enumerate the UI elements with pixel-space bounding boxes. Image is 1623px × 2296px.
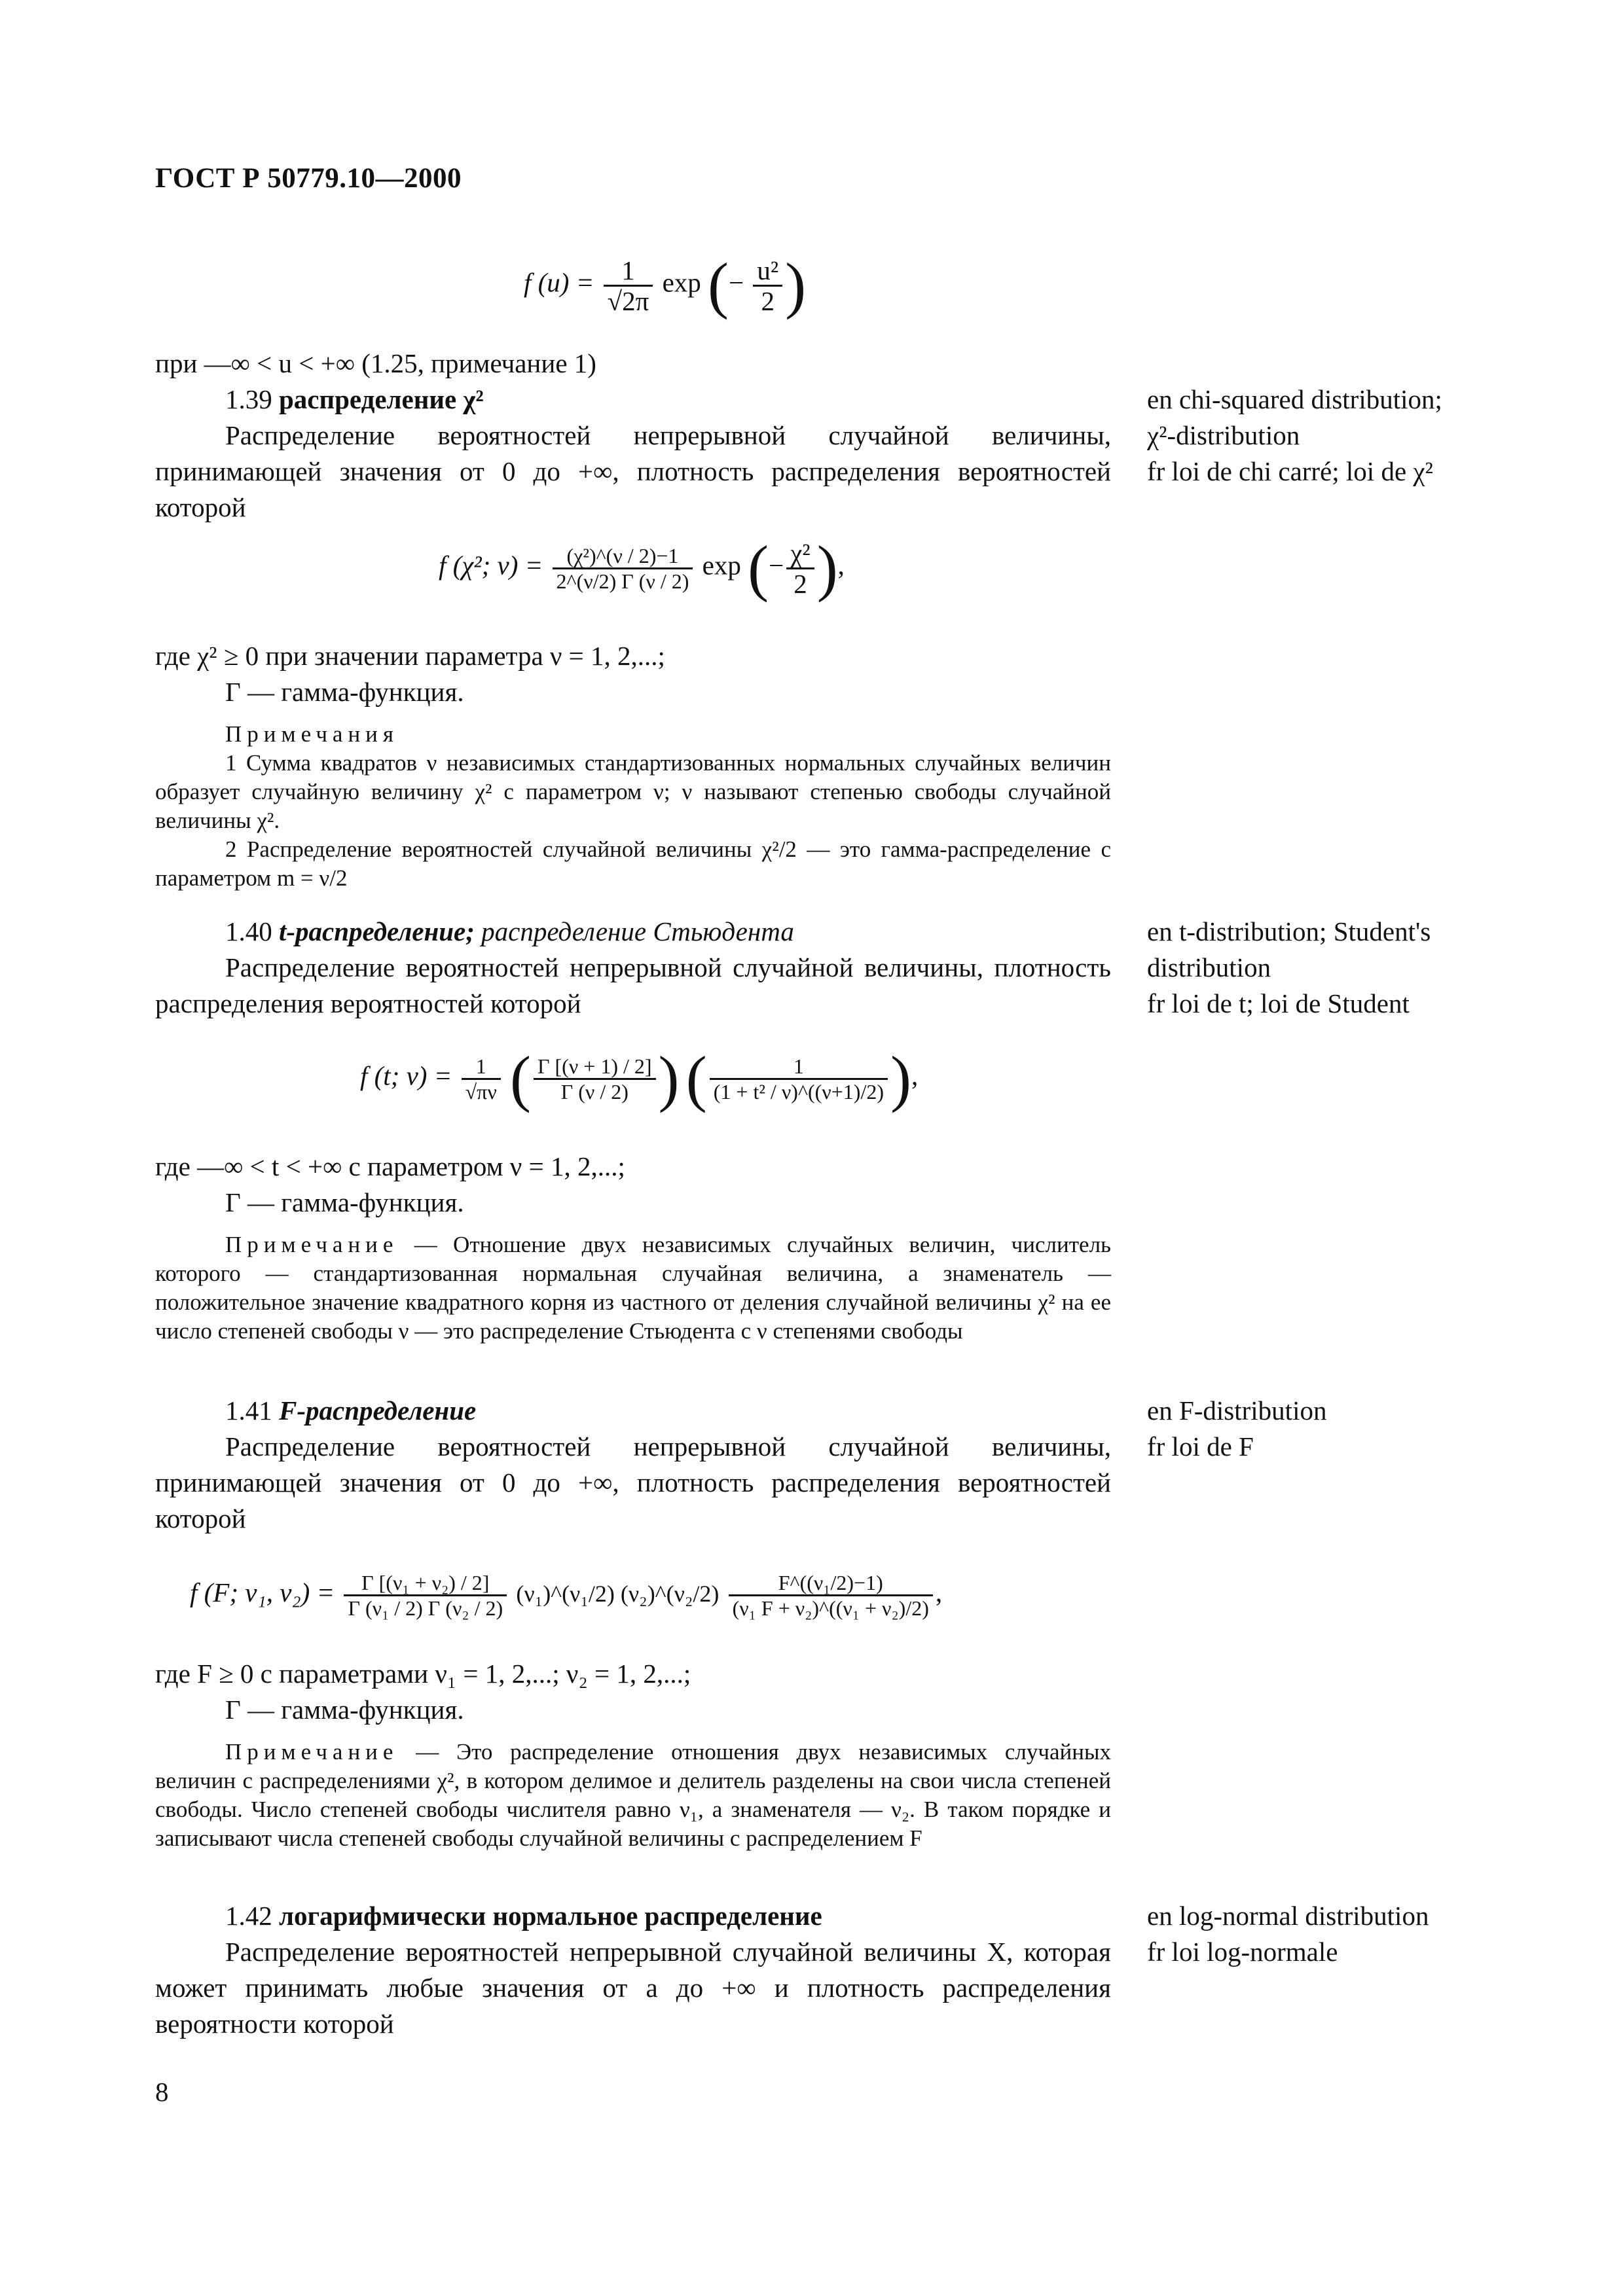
section-1-39-where: где χ² ≥ 0 при значении параметра ν = 1, 2,...; bbox=[155, 641, 665, 671]
fraction-numerator: 1 bbox=[604, 256, 653, 287]
note-text: — Отношение двух независимых случайных величин, числитель которого — стандартизованная нормальная случайная величина, а знаменатель — положительное значение квадратного корня из частного от деления случайной величины χ² на ее число степеней свободы ν — это распределение Стьюдента с ν степенями свободы bbox=[155, 1232, 1111, 1344]
fraction-numerator: χ² bbox=[786, 539, 814, 569]
section-title: F-распределение bbox=[279, 1395, 477, 1426]
formula-inner-fraction bbox=[786, 539, 814, 598]
section-1-39-gamma: Γ — гамма-функция. bbox=[225, 677, 464, 707]
fraction-denominator: √2π bbox=[607, 285, 649, 316]
section-1-41-definition: Распределение вероятностей непрерывной случайной величины, принимающей значения от 0 до +∞, плотность распределения вероятностей которой bbox=[155, 1431, 1111, 1534]
notes-label bbox=[155, 720, 1111, 749]
fraction-numerator: u² bbox=[753, 256, 782, 287]
formula-fraction bbox=[553, 544, 693, 593]
fraction-numerator: 1 bbox=[462, 1054, 501, 1080]
english-term: en chi-squared distribution; bbox=[1147, 384, 1442, 414]
section-number: 1.42 bbox=[225, 1901, 272, 1931]
fraction-numerator: Γ [(ν + 1) / 2] bbox=[534, 1054, 656, 1080]
french-term: fr loi de F bbox=[1147, 1431, 1254, 1462]
exp-symbol: exp bbox=[702, 550, 741, 581]
section-1-41-gamma: Γ — гамма-функция. bbox=[225, 1695, 464, 1725]
note-text: — Это распределение отношения двух независимых случайных величин с распределениями χ², в котором делимое и делитель разделены на свои числа степеней свободы. Число степеней свободы числителя равно ν₁, а знаменателя — ν₂. В таком порядке и записывают числа степеней свободы случайной величины с распределением F bbox=[155, 1739, 1111, 1851]
english-term-alt: χ²-distribution bbox=[1147, 420, 1300, 450]
section-1-40-where: где —∞ < t < +∞ с параметром ν = 1, 2,...; bbox=[155, 1151, 625, 1181]
note-label: Примечание bbox=[225, 1232, 399, 1257]
section-1-42-definition: Распределение вероятностей непрерывной случайной величины X, которая может принимать любые значения от a до +∞ и плотность распределения вероятности которой bbox=[155, 1937, 1111, 2039]
formula-middle-term: (ν₁)^(ν₁/2) (ν₂)^(ν₂/2) bbox=[516, 1580, 720, 1607]
english-term: en t-distribution; Student's distribution bbox=[1147, 916, 1431, 982]
formula-fraction-2 bbox=[729, 1571, 933, 1620]
formula-lhs: f (t; ν) = bbox=[360, 1060, 452, 1091]
page-number: 8 bbox=[155, 2077, 169, 2107]
french-term: fr loi de t; loi de Student bbox=[1147, 988, 1410, 1018]
formula-fraction-1 bbox=[344, 1571, 507, 1620]
exp-symbol: exp bbox=[662, 267, 701, 298]
section-1-39-definition: Распределение вероятностей непрерывной случайной величины, принимающей значения от 0 до +∞, плотность распределения вероятностей которой bbox=[155, 420, 1111, 522]
fraction-denominator: Γ (ν / 2) bbox=[560, 1079, 629, 1103]
fraction-denominator: √πν bbox=[465, 1079, 497, 1103]
section-1-41-translations bbox=[1147, 1393, 1487, 1465]
formula-comma: , bbox=[837, 550, 845, 581]
fraction-numerator: (χ²)^(ν / 2)−1 bbox=[553, 544, 693, 569]
section-number: 1.40 bbox=[225, 916, 272, 946]
formula-lhs: f (F; ν₁, ν₂) = bbox=[190, 1577, 335, 1607]
fraction-denominator: 2 bbox=[793, 568, 807, 599]
formula-fraction-1 bbox=[462, 1054, 501, 1103]
french-term: fr loi de chi carré; loi de χ² bbox=[1147, 456, 1433, 486]
section-1-39-translations bbox=[1147, 382, 1487, 490]
formula-lhs: f (u) = bbox=[524, 267, 594, 298]
section-1-41-where: где F ≥ 0 с параметрами ν₁ = 1, 2,...; ν₂ = 1, 2,...; bbox=[155, 1659, 691, 1689]
formula-student-t: f (t; ν) = $\frac{1}{√\pi\nu}$ ( $\frac{\Gamma [(\nu + 1) / 2]}{\Gamma (\nu / 2)}$ ) ( $\frac{1}{\text{(1 + t² / ν)\textasciicircum{}((ν+1)/2)}}$ ), bbox=[360, 1043, 919, 1113]
english-term: en F-distribution bbox=[1147, 1395, 1327, 1426]
section-1-40-heading bbox=[155, 914, 1181, 950]
formula-comma: , bbox=[911, 1060, 919, 1091]
fraction-denominator: 2^(ν/2) Γ (ν / 2) bbox=[556, 569, 689, 593]
formula-comma: , bbox=[935, 1577, 943, 1607]
fraction-denominator: 2 bbox=[761, 285, 775, 316]
formula-chi-squared: f (χ²; ν) = $\frac{\text{(χ²)\textasciicircum{}(ν / 2)−1}}{2\^{}(\nu/2) \Gamma (\nu / 2)}$ exp (− $\frac{\text{χ²}}{2}$ ), bbox=[439, 533, 845, 603]
formula-inner-fraction bbox=[753, 256, 782, 315]
section-number: 1.41 bbox=[225, 1395, 272, 1426]
fraction-numerator: Γ [(ν₁ + ν₂) / 2] bbox=[344, 1571, 507, 1596]
section-title: распределение χ² bbox=[279, 384, 484, 414]
section-title: t-распределение; bbox=[279, 916, 475, 946]
section-1-42-translations bbox=[1147, 1898, 1487, 1970]
document-header: ГОСТ Р 50779.10—2000 bbox=[155, 163, 462, 194]
section-number: 1.39 bbox=[225, 384, 272, 414]
section-1-40-definition: Распределение вероятностей непрерывной случайной величины, плотность распределения вероятностей которой bbox=[155, 952, 1111, 1018]
notes-label-text: Примечания bbox=[225, 721, 399, 747]
english-term: en log-normal distribution bbox=[1147, 1901, 1429, 1931]
fraction-denominator: (1 + t² / ν)^((ν+1)/2) bbox=[713, 1079, 884, 1103]
section-1-40-gamma: Γ — гамма-функция. bbox=[225, 1187, 464, 1217]
section-1-41-note bbox=[155, 1738, 1111, 1853]
section-1-39-note-2: 2 Распределение вероятностей случайной величины χ²/2 — это гамма-распределение с параметром m = ν/2 bbox=[155, 836, 1111, 891]
section-1-40-note bbox=[155, 1230, 1111, 1346]
french-term: fr loi log-normale bbox=[1147, 1937, 1338, 1967]
formula-normal-density: f (u) = $\frac{1}{√2\pi}$ exp (− $\frac{\text{u²}}{2}$ ) bbox=[524, 250, 807, 320]
fraction-denominator: Γ (ν₁ / 2) Γ (ν₂ / 2) bbox=[348, 1596, 503, 1620]
note-label: Примечание bbox=[225, 1739, 399, 1765]
fraction-numerator: 1 bbox=[710, 1054, 888, 1080]
section-1-39-heading bbox=[155, 382, 1181, 418]
fraction-denominator: (ν₁ F + ν₂)^((ν₁ + ν₂)/2) bbox=[732, 1596, 929, 1620]
minus-sign: − bbox=[729, 267, 744, 298]
section-1-39-note-1: 1 Сумма квадратов ν независимых стандартизованных нормальных случайных величин образует случайную величину χ² с параметром ν; ν называют степенью свободы случайной величины χ². bbox=[155, 750, 1111, 833]
formula-f-distribution bbox=[190, 1571, 942, 1620]
formula-lhs: f (χ²; ν) = bbox=[439, 550, 543, 581]
formula-fraction bbox=[604, 256, 653, 315]
section-title-alt: распределение Стьюдента bbox=[481, 916, 794, 946]
section-1-41-heading bbox=[155, 1393, 1181, 1429]
section-title: логарифмически нормальное распределение bbox=[279, 1901, 822, 1931]
section-1-42-heading bbox=[155, 1898, 1181, 1934]
fraction-numerator: F^((ν₁/2)−1) bbox=[729, 1571, 933, 1596]
section-1-40-translations bbox=[1147, 914, 1487, 1022]
formula-fraction-3 bbox=[710, 1054, 888, 1103]
formula-fraction-2 bbox=[534, 1054, 656, 1103]
range-line: при —∞ < u < +∞ (1.25, примечание 1) bbox=[155, 348, 596, 378]
